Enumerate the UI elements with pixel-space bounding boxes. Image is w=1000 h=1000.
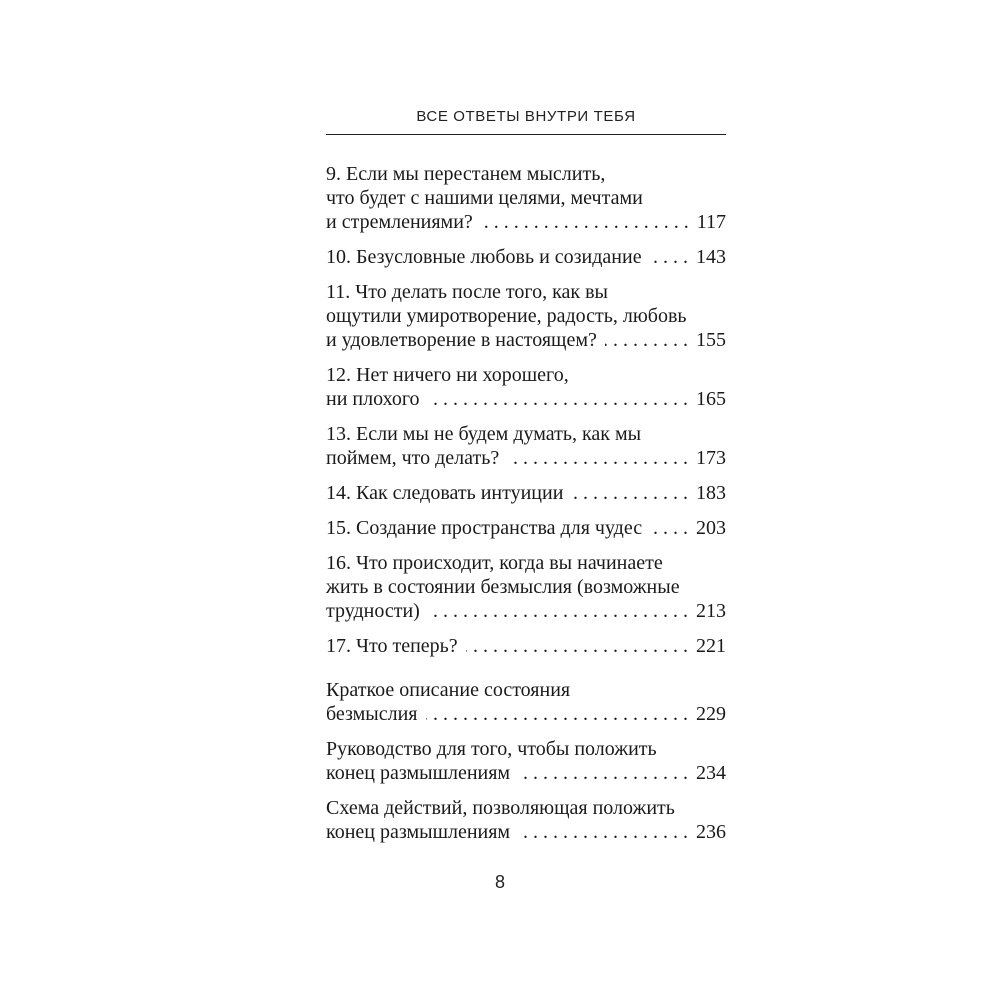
toc-entry-9[interactable] <box>326 162 726 234</box>
toc-page-number: 203 <box>696 517 726 539</box>
toc-page-number: 213 <box>696 600 726 622</box>
toc-entry-text: 17. Что теперь? <box>326 635 458 657</box>
toc-page-number: 221 <box>696 635 726 657</box>
toc-entry-13[interactable] <box>326 422 726 470</box>
toc-entry-last-line <box>326 481 726 505</box>
dot-leader <box>518 761 688 785</box>
toc-entry-last-line <box>326 599 726 623</box>
dot-leader <box>518 820 688 844</box>
toc-entry-text: и удовлетворение в настоящем? <box>326 329 597 351</box>
toc-entry-last-line <box>326 210 726 234</box>
toc-page-number: 165 <box>696 388 726 410</box>
dot-leader <box>650 516 688 540</box>
toc-entry-line: 16. Что происходит, когда вы начинаете <box>326 552 663 574</box>
dot-leader <box>426 702 688 726</box>
dot-leader <box>428 387 688 411</box>
toc-entry-summary[interactable] <box>326 678 726 726</box>
toc-entry-line: Краткое описание состояния <box>326 679 571 701</box>
toc-entry-15[interactable] <box>326 516 726 540</box>
toc-entry-line: Руководство для того, чтобы положить <box>326 738 657 760</box>
toc-page-number: 234 <box>696 762 726 784</box>
toc-entry-text: конец размышлениям <box>326 762 511 784</box>
toc-entry-line: жить в состоянии безмыслия (возможные <box>326 576 680 598</box>
toc-entry-last-line <box>326 245 726 269</box>
toc-entry-last-line <box>326 516 726 540</box>
dot-leader <box>428 599 688 623</box>
dot-leader <box>466 634 688 658</box>
dot-leader <box>650 245 688 269</box>
page-number: 8 <box>494 872 505 892</box>
toc-entry-line: 11. Что делать после того, как вы <box>326 281 608 303</box>
toc-entry-text: 15. Создание пространства для чудес <box>326 517 643 539</box>
toc-entry-last-line <box>326 328 726 352</box>
toc-page-number: 143 <box>696 246 726 268</box>
toc-page-number: 117 <box>696 211 726 233</box>
toc-entry-text: и стремлениями? <box>326 211 473 233</box>
toc-entry-text: ни плохого <box>326 388 420 410</box>
toc-entry-12[interactable] <box>326 363 726 411</box>
dot-leader <box>605 328 688 352</box>
header-rule <box>326 134 726 135</box>
toc-entry-text: конец размышлениям <box>326 821 511 843</box>
toc-entry-text: 10. Безусловные любовь и созидание <box>326 246 642 268</box>
toc-entry-text: 14. Как следовать интуиции <box>326 482 564 504</box>
toc-entry-10[interactable] <box>326 245 726 269</box>
toc-page-number: 173 <box>696 447 726 469</box>
toc-entry-last-line <box>326 387 726 411</box>
dot-leader <box>481 210 689 234</box>
toc-entry-line: Схема действий, позволяющая положить <box>326 797 675 819</box>
toc-entry-last-line <box>326 446 726 470</box>
toc-page-number: 155 <box>696 329 726 351</box>
toc-entry-guide[interactable] <box>326 737 726 785</box>
toc-page-number: 229 <box>696 703 726 725</box>
toc-page-number: 183 <box>696 482 726 504</box>
toc-entry-11[interactable] <box>326 280 726 352</box>
toc-entry-last-line <box>326 820 726 844</box>
toc-entry-line: 13. Если мы не будем думать, как мы <box>326 423 642 445</box>
toc-entry-text: поймем, что делать? <box>326 447 500 469</box>
toc-entry-last-line <box>326 634 726 658</box>
toc-entry-line: ощутили умиротворение, радость, любовь <box>326 305 687 327</box>
toc-page-number: 236 <box>696 821 726 843</box>
dot-leader <box>507 446 688 470</box>
toc-entry-last-line <box>326 702 726 726</box>
toc-entry-17[interactable] <box>326 634 726 658</box>
toc-entry-line: что будет с нашими целями, мечтами <box>326 187 643 209</box>
toc-entry-text: безмыслия <box>326 703 418 725</box>
table-of-contents <box>326 162 726 855</box>
toc-entry-16[interactable] <box>326 551 726 623</box>
running-header: ВСЕ ОТВЕТЫ ВНУТРИ ТЕБЯ <box>416 108 636 125</box>
toc-entry-scheme[interactable] <box>326 796 726 844</box>
toc-entry-last-line <box>326 761 726 785</box>
toc-entry-line: 9. Если мы перестанем мыслить, <box>326 163 606 185</box>
toc-entry-text: трудности) <box>326 600 420 622</box>
toc-entry-14[interactable] <box>326 481 726 505</box>
toc-entry-line: 12. Нет ничего ни хорошего, <box>326 364 569 386</box>
dot-leader <box>571 481 688 505</box>
